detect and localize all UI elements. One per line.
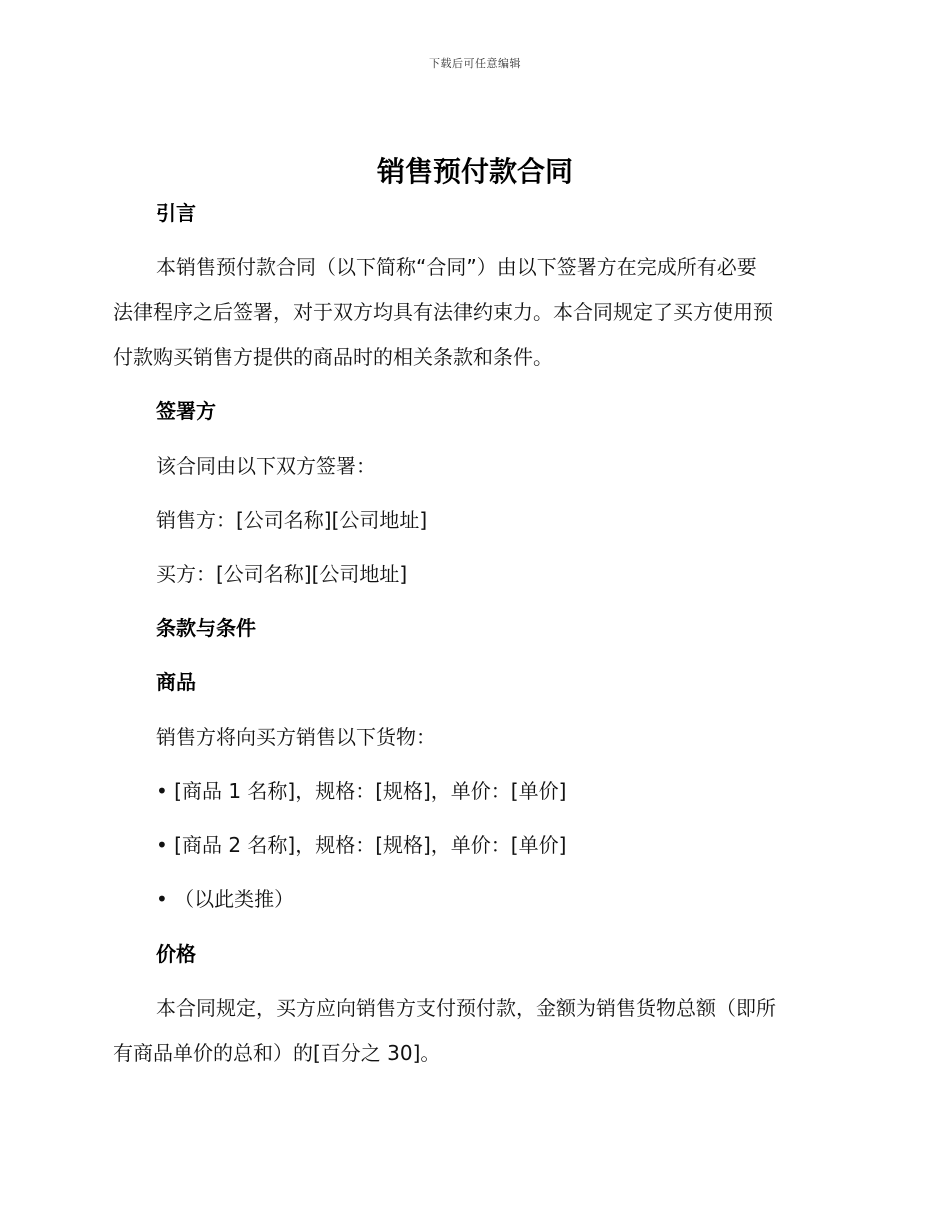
seller-line: 销售方：[公司名称][公司地址] [156,508,428,532]
goods-list-item-1: • [商品 1 名称]，规格：[规格]，单价：[单价] [156,779,567,803]
section-heading-terms: 条款与条件 [156,616,256,640]
intro-paragraph-line-1: 本销售预付款合同（以下简称“合同”）由以下签署方在完成所有必要 [156,255,757,279]
header-note: 下载后可任意编辑 [429,57,521,70]
price-paragraph-line-1: 本合同规定，买方应向销售方支付预付款，金额为销售货物总额（即所 [156,996,776,1020]
buyer-line: 买方：[公司名称][公司地址] [156,562,408,586]
intro-paragraph-line-3: 付款购买销售方提供的商品时的相关条款和条件。 [113,345,553,369]
price-paragraph-line-2: 有商品单价的总和）的[百分之 30]。 [113,1041,441,1065]
section-heading-goods: 商品 [156,670,196,694]
goods-list-item-3: • （以此类推） [156,887,295,911]
section-heading-price: 价格 [156,942,196,966]
section-heading-intro: 引言 [156,201,196,225]
intro-paragraph-line-2: 法律程序之后签署，对于双方均具有法律约束力。本合同规定了买方使用预 [113,300,773,324]
parties-intro: 该合同由以下双方签署： [156,454,376,478]
document-title: 销售预付款合同 [376,155,573,188]
goods-list-item-2: • [商品 2 名称]，规格：[规格]，单价：[单价] [156,833,567,857]
goods-intro: 销售方将向买方销售以下货物： [156,725,436,749]
section-heading-parties: 签署方 [156,399,216,423]
